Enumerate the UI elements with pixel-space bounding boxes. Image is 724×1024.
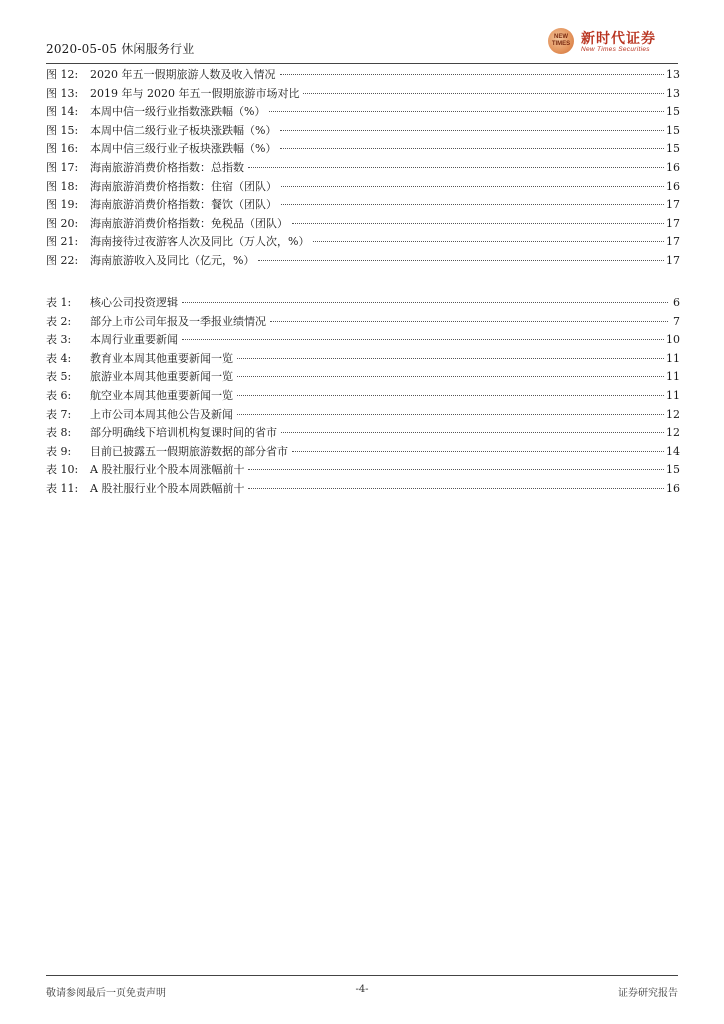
leader-dots [237, 414, 664, 415]
figure-entry[interactable] [46, 215, 680, 234]
figure-entry-page: 13 [666, 68, 680, 81]
figure-entry-page: 15 [666, 142, 680, 156]
leader-dots [269, 111, 664, 112]
leader-dots [248, 469, 664, 470]
table-entry-label: 表 4: [46, 351, 72, 365]
table-entry-label: 表 9: [46, 444, 72, 458]
table-entry[interactable] [46, 350, 680, 369]
figure-entry-page: 13 [666, 86, 680, 100]
figure-entry[interactable] [46, 85, 680, 104]
table-entry-page: 7 [673, 314, 680, 328]
figure-entry-title: 2019 年与 2020 年五一假期旅游市场对比 [90, 86, 300, 100]
table-entry-title: 航空业本周其他重要新闻一览 [90, 388, 233, 402]
logo-company-name: 新时代证券 [581, 31, 656, 47]
table-entry-title: A 股社服行业个股本周跌幅前十 [90, 481, 245, 495]
table-entry[interactable] [46, 313, 680, 332]
leader-dots [182, 339, 664, 340]
table-entry-label: 表 5: [46, 370, 72, 384]
figure-entry-label: 图 21: [46, 235, 79, 249]
figure-entry-label: 图 16: [46, 142, 79, 156]
table-entry[interactable] [46, 368, 680, 387]
table-entry[interactable] [46, 331, 680, 350]
figure-entry-label: 图 13: [46, 86, 79, 100]
figure-entry-page: 16 [666, 179, 680, 193]
leader-dots [281, 186, 664, 187]
figure-entry[interactable] [46, 159, 680, 178]
logo-emblem-icon: NEW TIMES [548, 28, 574, 54]
header-divider [46, 63, 678, 64]
table-entry-page: 14 [666, 444, 680, 458]
table-entry-title: 教育业本周其他重要新闻一览 [90, 351, 233, 365]
leader-dots [182, 302, 668, 303]
leader-dots [237, 358, 664, 359]
leader-dots [281, 432, 664, 433]
figure-entry-page: 17 [666, 198, 680, 212]
figure-entry-page: 16 [666, 160, 680, 174]
figure-entry[interactable] [46, 196, 680, 215]
table-entry-page: 16 [666, 481, 680, 495]
figure-entry[interactable] [46, 66, 680, 85]
figure-entry-page: 17 [666, 253, 680, 267]
leader-dots [313, 241, 664, 242]
leader-dots [237, 376, 664, 377]
table-entry-page: 10 [666, 333, 680, 347]
table-entry-label: 表 8: [46, 426, 72, 440]
footer-divider [46, 975, 678, 976]
leader-dots [303, 93, 664, 94]
table-entry[interactable] [46, 443, 680, 462]
table-entry-title: 上市公司本周其他公告及新闻 [90, 407, 233, 421]
table-entry-label: 表 6: [46, 388, 72, 402]
table-entry-label: 表 1: [46, 296, 72, 309]
table-entry[interactable] [46, 406, 680, 425]
leader-dots [280, 148, 664, 149]
table-entry-page: 12 [666, 426, 680, 440]
table-entry-page: 6 [673, 296, 680, 309]
footer-report-type: 证券研究报告 [618, 988, 678, 999]
leader-dots [281, 204, 664, 205]
figure-entry-title: 本周中信三级行业子板块涨跌幅（%） [90, 142, 277, 156]
figure-entry-title: 海南旅游收入及同比（亿元，%） [90, 253, 255, 267]
figure-entry-title: 本周中信一级行业指数涨跌幅（%） [90, 105, 266, 119]
figure-entry-title: 本周中信二级行业子板块涨跌幅（%） [90, 123, 277, 137]
figure-entry-title: 海南旅游消费价格指数：免税品（团队） [90, 216, 288, 230]
table-entry-page: 12 [666, 407, 680, 421]
table-entry[interactable] [46, 424, 680, 443]
figure-entry[interactable] [46, 140, 680, 159]
leader-dots [237, 395, 664, 396]
figure-entry-label: 图 17: [46, 160, 79, 174]
figure-entry-title: 海南旅游消费价格指数：住宿（团队） [90, 179, 277, 193]
table-entry[interactable] [46, 387, 680, 406]
table-entry-title: 旅游业本周其他重要新闻一览 [90, 370, 233, 384]
figure-entry[interactable] [46, 178, 680, 197]
table-entry-title: A 股社服行业个股本周涨幅前十 [90, 463, 245, 477]
figure-entry-label: 图 12: [46, 68, 79, 81]
table-entry-label: 表 7: [46, 407, 72, 421]
figure-entry[interactable] [46, 252, 680, 271]
table-entry-title: 目前已披露五一假期旅游数据的部分省市 [90, 444, 288, 458]
figure-entry[interactable] [46, 233, 680, 252]
table-entry[interactable] [46, 480, 680, 499]
page-header [46, 26, 678, 62]
company-logo [548, 26, 678, 58]
footer-disclaimer: 敬请参阅最后一页免责声明 [46, 988, 166, 999]
table-entry-page: 15 [666, 463, 680, 477]
figure-entry-page: 17 [666, 235, 680, 249]
leader-dots [292, 451, 664, 452]
footer-page-number: -4- [355, 984, 369, 995]
figure-entry-page: 15 [666, 123, 680, 137]
logo-company-subtitle: New Times Securities [581, 46, 650, 53]
leader-dots [258, 260, 664, 261]
leader-dots [248, 488, 664, 489]
figure-entry[interactable] [46, 122, 680, 141]
table-list [46, 294, 680, 499]
table-entry[interactable] [46, 461, 680, 480]
table-entry-title: 本周行业重要新闻 [90, 333, 178, 347]
table-entry-label: 表 3: [46, 333, 72, 347]
leader-dots [292, 223, 664, 224]
figure-entry-label: 图 15: [46, 123, 79, 137]
leader-dots [280, 74, 665, 75]
figure-entry-page: 15 [666, 105, 680, 119]
figure-entry-label: 图 20: [46, 216, 79, 230]
header-date-industry: 2020-05-05 休闲服务行业 [46, 42, 195, 56]
table-entry-page: 11 [666, 370, 680, 384]
figure-entry-label: 图 19: [46, 198, 79, 212]
figure-list [46, 66, 680, 271]
table-entry-label: 表 10: [46, 463, 79, 477]
figure-entry-title: 海南接待过夜游客人次及同比（万人次，%） [90, 235, 310, 249]
table-entry-title: 部分明确线下培训机构复课时间的省市 [90, 426, 277, 440]
figure-entry-title: 2020 年五一假期旅游人数及收入情况 [90, 68, 276, 81]
leader-dots [280, 130, 664, 131]
table-entry-page: 11 [666, 388, 680, 402]
table-entry-page: 11 [666, 351, 680, 365]
leader-dots [270, 321, 668, 322]
figure-entry-label: 图 18: [46, 179, 79, 193]
table-entry-title: 核心公司投资逻辑 [90, 296, 178, 309]
figure-entry-title: 海南旅游消费价格指数：餐饮（团队） [90, 198, 277, 212]
table-entry[interactable] [46, 294, 680, 313]
figure-entry-title: 海南旅游消费价格指数：总指数 [90, 160, 244, 174]
table-entry-title: 部分上市公司年报及一季报业绩情况 [90, 314, 266, 328]
figure-entry[interactable] [46, 103, 680, 122]
figure-entry-page: 17 [666, 216, 680, 230]
table-entry-label: 表 11: [46, 481, 79, 495]
figure-entry-label: 图 22: [46, 253, 79, 267]
table-entry-label: 表 2: [46, 314, 72, 328]
leader-dots [248, 167, 664, 168]
figure-entry-label: 图 14: [46, 105, 79, 119]
